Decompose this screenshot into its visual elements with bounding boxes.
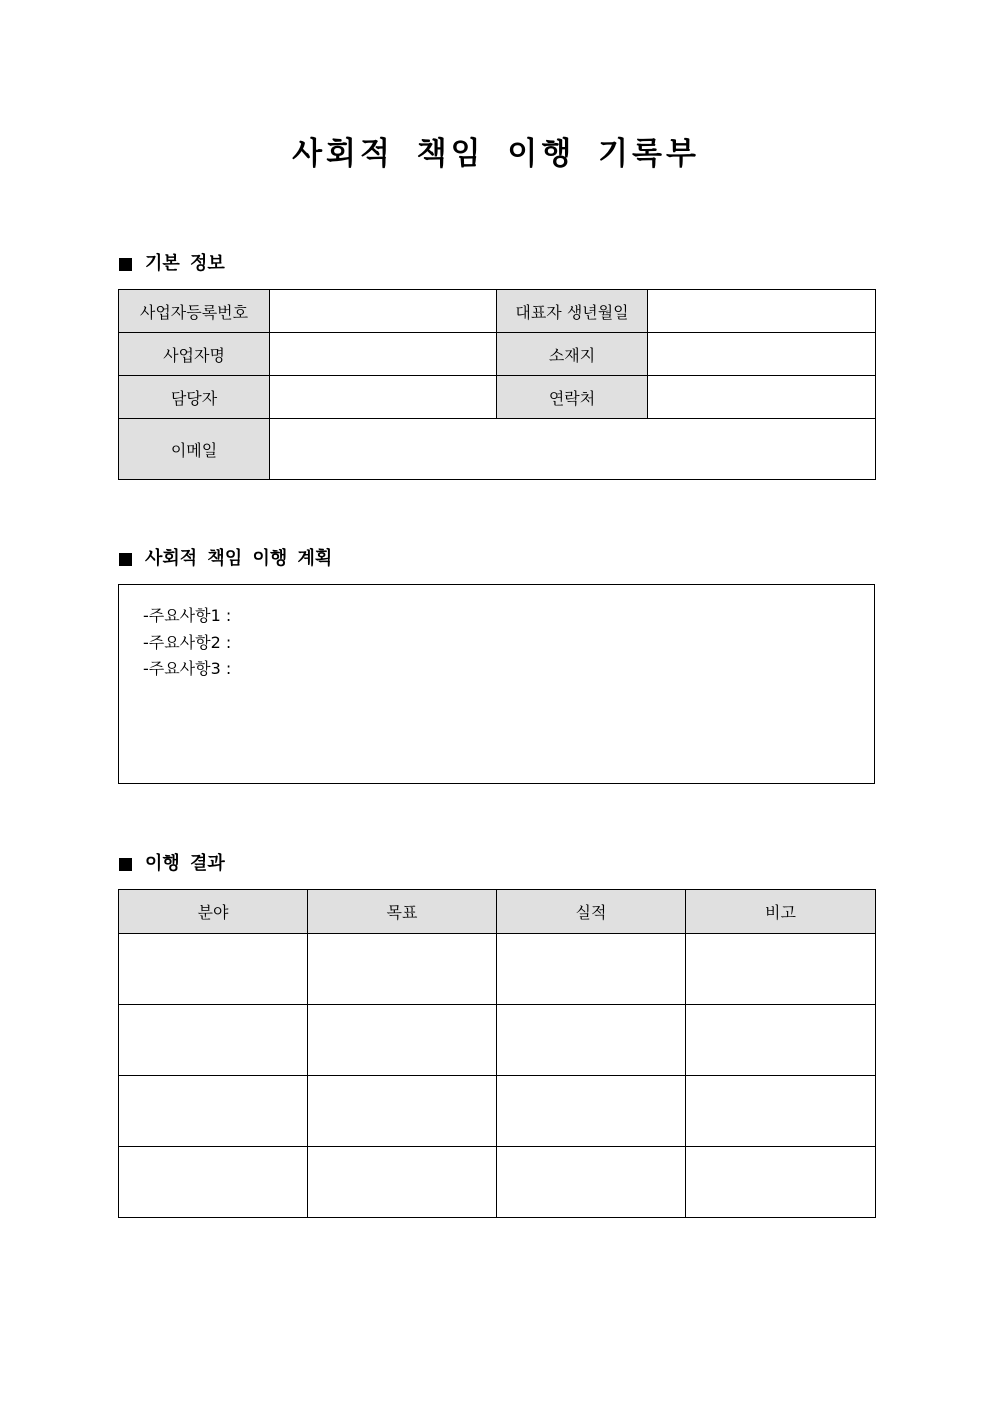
business-name-field[interactable] <box>270 333 497 376</box>
table-cell[interactable] <box>308 1076 497 1147</box>
table-cell[interactable] <box>686 1005 876 1076</box>
table-cell[interactable] <box>308 1005 497 1076</box>
table-cell[interactable] <box>686 1147 876 1218</box>
table-cell[interactable] <box>497 1076 686 1147</box>
phone-field[interactable] <box>648 376 876 419</box>
section-heading-label: 기본 정보 <box>145 253 225 274</box>
plan-item-2: -주요사항2 : <box>143 632 232 652</box>
table-row <box>119 1147 876 1218</box>
table-cell[interactable] <box>497 934 686 1005</box>
location-field[interactable] <box>648 333 876 376</box>
table-cell[interactable] <box>119 1076 308 1147</box>
business-name-label: 사업자명 <box>119 333 270 376</box>
table-cell[interactable] <box>308 934 497 1005</box>
section-heading-basic-info <box>119 252 225 276</box>
representative-birthdate-field[interactable] <box>648 290 876 333</box>
table-cell[interactable] <box>686 1076 876 1147</box>
location-label: 소재지 <box>497 333 648 376</box>
section-heading-plan <box>119 547 332 571</box>
phone-label: 연락처 <box>497 376 648 419</box>
section-heading-label: 사회적 책임 이행 계획 <box>145 548 333 569</box>
table-row <box>119 1076 876 1147</box>
column-header-performance: 실적 <box>497 890 686 934</box>
plan-item-1: -주요사항1 : <box>143 606 232 625</box>
table-cell[interactable] <box>119 1005 308 1076</box>
column-header-goal: 목표 <box>308 890 497 934</box>
plan-text-area[interactable] <box>118 584 875 784</box>
plan-item-3: -주요사항3 : <box>143 659 232 678</box>
square-bullet-icon <box>119 258 132 271</box>
section-heading-result <box>119 852 225 876</box>
page-title: 사회적 책임 이행 기록부 <box>292 136 700 172</box>
table-cell[interactable] <box>686 934 876 1005</box>
table-row <box>119 934 876 1005</box>
contact-person-label: 담당자 <box>119 376 270 419</box>
business-registration-number-field[interactable] <box>270 290 497 333</box>
square-bullet-icon <box>119 858 132 871</box>
representative-birthdate-label: 대표자 생년월일 <box>497 290 648 333</box>
email-field[interactable] <box>270 419 876 480</box>
email-label: 이메일 <box>119 419 270 480</box>
table-row <box>119 419 876 480</box>
table-cell[interactable] <box>119 934 308 1005</box>
basic-info-table <box>118 289 876 480</box>
result-table <box>118 889 876 1218</box>
column-header-field: 분야 <box>119 890 308 934</box>
business-registration-number-label: 사업자등록번호 <box>119 290 270 333</box>
table-row <box>119 290 876 333</box>
table-row <box>119 333 876 376</box>
table-cell[interactable] <box>308 1147 497 1218</box>
table-row <box>119 376 876 419</box>
plan-items-list <box>143 603 231 683</box>
table-cell[interactable] <box>497 1005 686 1076</box>
table-row <box>119 1005 876 1076</box>
table-header-row <box>119 890 876 934</box>
table-cell[interactable] <box>497 1147 686 1218</box>
contact-person-field[interactable] <box>270 376 497 419</box>
section-heading-label: 이행 결과 <box>145 853 225 874</box>
column-header-remarks: 비고 <box>686 890 876 934</box>
square-bullet-icon <box>119 553 132 566</box>
table-cell[interactable] <box>119 1147 308 1218</box>
